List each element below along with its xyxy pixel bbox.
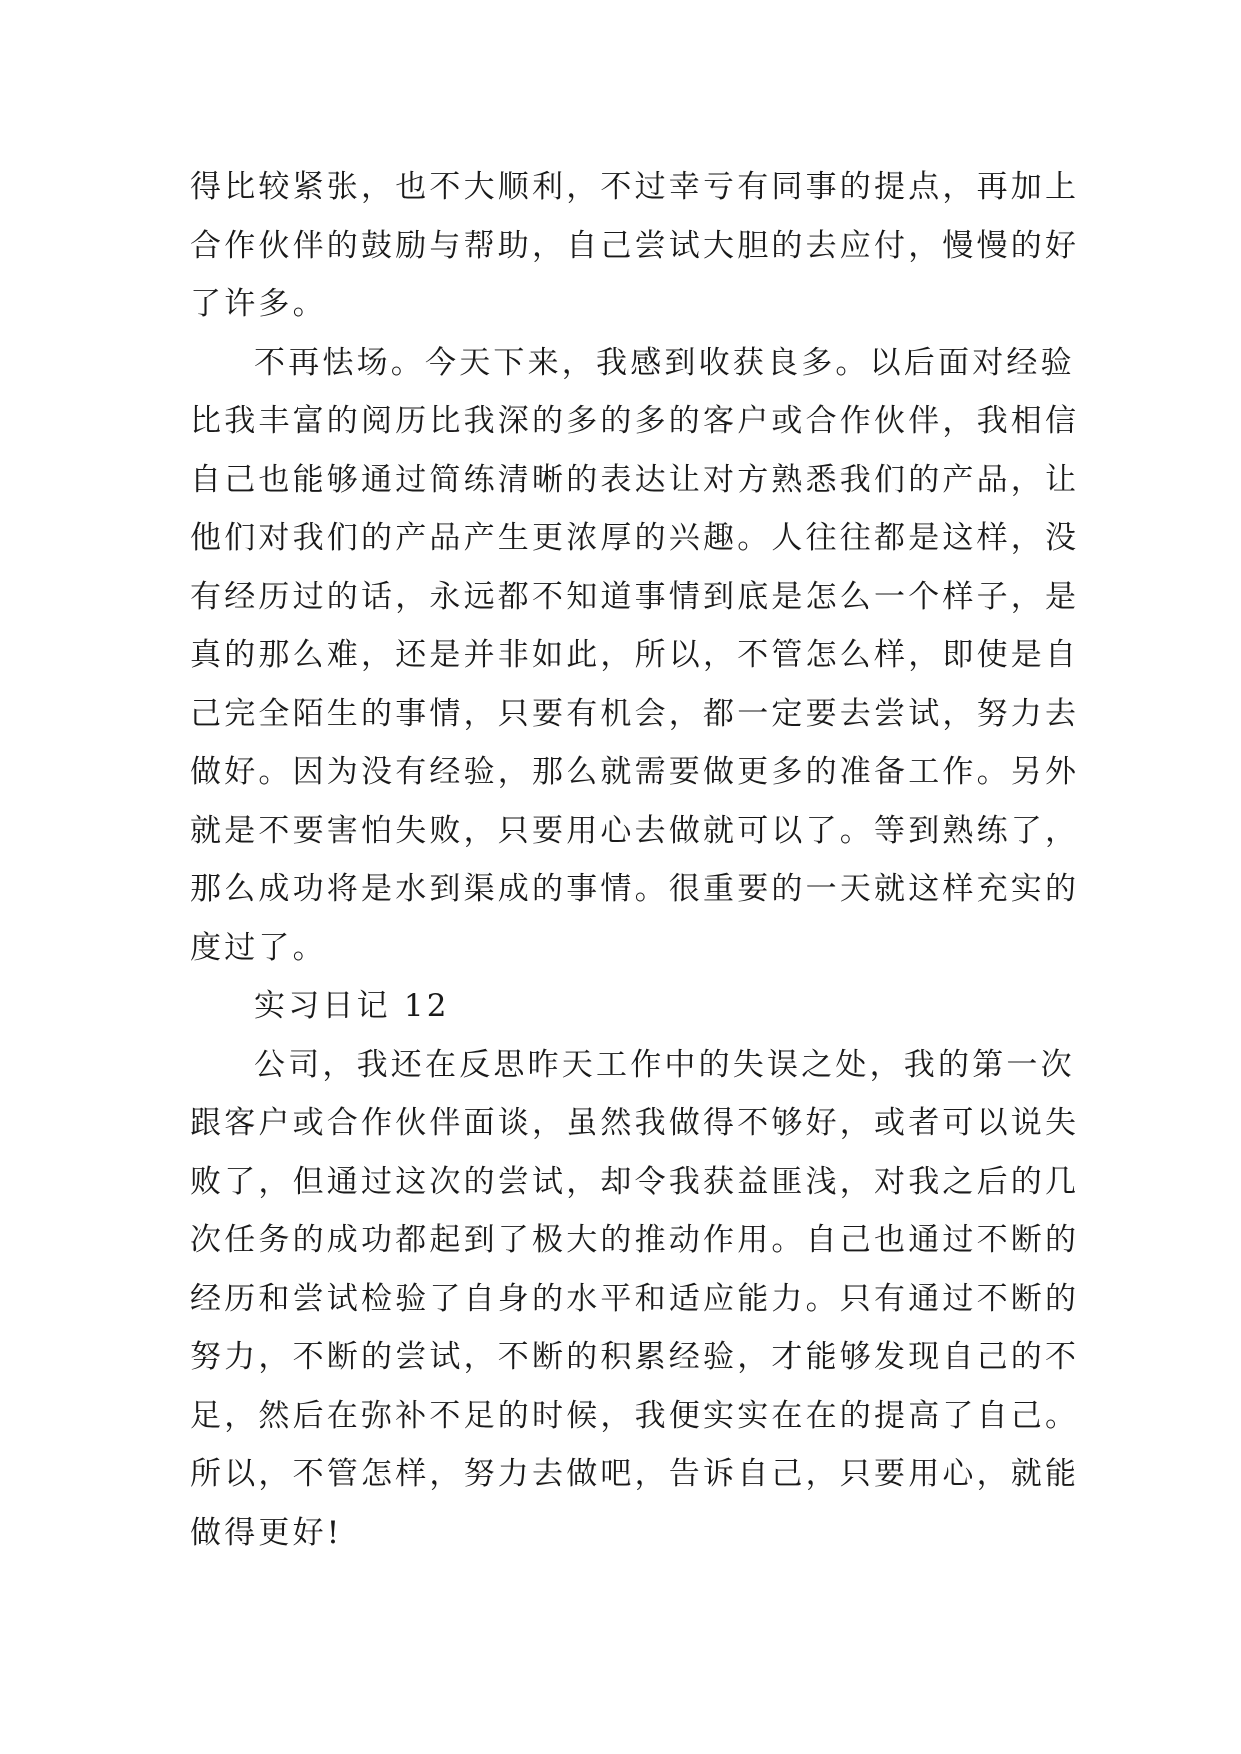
text-line: 度过了。 bbox=[190, 929, 327, 966]
text-line: 有经历过的话，永远都不知道事情到底是怎么一个样子，是 bbox=[190, 578, 1080, 615]
text-line: 次任务的成功都起到了极大的推动作用。自己也通过不断的 bbox=[190, 1222, 1080, 1258]
text-line: 那么成功将是水到渠成的事情。很重要的一天就这样充实的 bbox=[190, 871, 1080, 907]
text-line: 经历和尝试检验了自身的水平和适应能力。只有通过不断的 bbox=[190, 1280, 1080, 1317]
text-line: 所以，不管怎样，努力去做吧，告诉自己，只要用心，就能 bbox=[190, 1456, 1080, 1492]
text-line: 得比较紧张，也不大顺利，不过幸亏有同事的提点，再加上 bbox=[190, 169, 1080, 205]
text-line: 努力，不断的尝试，不断的积累经验，才能够发现自己的不 bbox=[190, 1339, 1080, 1375]
text-line: 足，然后在弥补不足的时候，我便实实在在的提高了自己。 bbox=[190, 1397, 1080, 1434]
text-line: 自己也能够通过简练清晰的表达让对方熟悉我们的产品，让 bbox=[190, 461, 1080, 498]
text-line: 做好。因为没有经验，那么就需要做更多的准备工作。另外 bbox=[190, 754, 1080, 790]
paragraph-first-line: 不再怯场。今天下来，我感到收获良多。以后面对经验 bbox=[254, 344, 1075, 381]
body-text bbox=[190, 158, 1080, 1562]
text-line: 跟客户或合作伙伴面谈，虽然我做得不够好，或者可以说失 bbox=[190, 1105, 1080, 1141]
section-heading: 实习日记 12 bbox=[254, 988, 450, 1024]
text-line: 做得更好! bbox=[190, 1514, 343, 1551]
text-line: 己完全陌生的事情，只要有机会，都一定要去尝试，努力去 bbox=[190, 695, 1080, 732]
text-line: 了许多。 bbox=[190, 286, 327, 322]
text-line: 合作伙伴的鼓励与帮助，自己尝试大胆的去应付，慢慢的好 bbox=[190, 227, 1080, 264]
text-line: 比我丰富的阅历比我深的多的多的客户或合作伙伴，我相信 bbox=[190, 403, 1080, 439]
text-line: 就是不要害怕失败，只要用心去做就可以了。等到熟练了， bbox=[190, 812, 1080, 849]
text-line: 他们对我们的产品产生更浓厚的兴趣。人往往都是这样，没 bbox=[190, 520, 1080, 556]
text-line: 败了，但通过这次的尝试，却令我获益匪浅，对我之后的几 bbox=[190, 1163, 1080, 1200]
paragraph-first-line: 公司，我还在反思昨天工作中的失误之处，我的第一次 bbox=[254, 1046, 1075, 1083]
text-line: 真的那么难，还是并非如此，所以，不管怎么样，即使是自 bbox=[190, 637, 1080, 673]
